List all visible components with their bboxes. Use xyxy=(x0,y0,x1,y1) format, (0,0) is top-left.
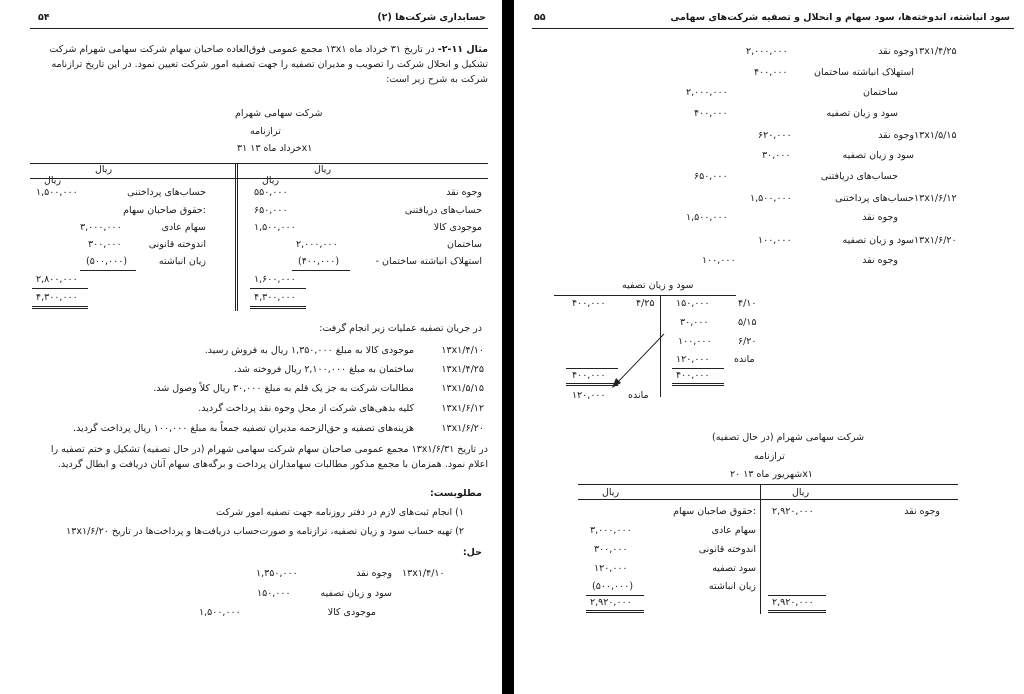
t-credit-balance-amount: ۱۲۰,۰۰۰ xyxy=(572,390,606,401)
equity-amount: ۱۲۰,۰۰۰ xyxy=(594,563,628,574)
balance-sheet-date: ۲۰ شهریور ماه ۱۳x۱ xyxy=(730,469,813,480)
event-text: کلیه بدهی‌های شرکت از محل وجوه نقد پرداخت گردید. xyxy=(198,403,414,414)
event-text: ساختمان به مبلغ ۲,۱۰۰,۰۰۰ ریال فروخته شد. xyxy=(234,364,414,375)
table-center-rule xyxy=(235,163,238,311)
event-text: موجودی کالا به مبلغ ۱,۳۵۰,۰۰۰ ریال به فروش رسید. xyxy=(204,345,414,356)
journal-date: ۱۳x۱/۴/۲۵ xyxy=(914,46,957,57)
subtotal-rule xyxy=(292,270,350,271)
journal-debit-amount: ۱,۳۵۰,۰۰۰ xyxy=(256,568,298,579)
journal-credit: ۱,۵۰۰,۰۰۰ xyxy=(686,212,728,223)
asset-amount: ۲,۹۲۰,۰۰۰ xyxy=(772,506,814,517)
equity-label: اندوخته قانونی xyxy=(698,544,756,555)
event-date: ۱۳x۱/۴/۱۰ xyxy=(441,345,484,356)
t-debit-total: ۴۰۰,۰۰۰ xyxy=(676,370,710,381)
journal-debit: ۳۰,۰۰۰ xyxy=(762,150,791,161)
liability-total: ۴,۳۰۰,۰۰۰ xyxy=(36,292,78,303)
total-rule xyxy=(32,288,88,289)
balance-sheet-date: ۳۱ خرداد ماه ۱۳x۱ xyxy=(237,143,313,154)
example-paragraph xyxy=(32,42,488,87)
journal-debit: ۱,۵۰۰,۰۰۰ xyxy=(750,193,792,204)
t-credit-total: ۴۰۰,۰۰۰ xyxy=(572,370,606,381)
t-debit-total-rule xyxy=(672,368,724,369)
t-debit-date: ۴/۱۰ xyxy=(738,298,757,309)
asset-label: وجوه نقد xyxy=(446,187,482,198)
event-date: ۱۳x۱/۵/۱۵ xyxy=(441,383,484,394)
balance-sheet-title: ترازنامه xyxy=(754,451,785,462)
total-double-rule xyxy=(32,306,88,309)
solution-label: حل: xyxy=(462,547,482,558)
journal-date: ۱۳x۱/۶/۲۰ xyxy=(914,235,957,246)
equity-amount: ۳۰۰,۰۰۰ xyxy=(594,544,628,555)
journal-debit-label: وجوه نقد xyxy=(356,568,392,579)
subtotal-rule xyxy=(80,270,136,271)
liability-amount: ۳,۰۰۰,۰۰۰ xyxy=(80,222,122,233)
journal-label: استهلاک انباشته ساختمان xyxy=(814,67,914,78)
currency-col-right: ریال xyxy=(792,487,810,498)
liability-amount: (۵۰۰,۰۰۰) xyxy=(86,256,128,267)
t-account-top-rule xyxy=(554,295,736,296)
header-title: حسابداری شرکت‌ها (۲) xyxy=(377,12,486,23)
left-page xyxy=(0,0,502,694)
total-rule xyxy=(250,288,306,289)
event-date: ۱۳x۱/۶/۲۰ xyxy=(441,423,484,434)
liability-label: سهام عادی xyxy=(161,222,206,233)
journal-credit-amount: ۱,۵۰۰,۰۰۰ xyxy=(199,607,241,618)
balance-sheet-title: ترازنامه xyxy=(250,126,281,137)
balance-sheet-company: شرکت سهامی شهرام (در حال تصفیه) xyxy=(712,432,865,443)
asset-total-double-rule xyxy=(768,610,826,613)
equity-total-rule xyxy=(586,595,644,596)
journal-label: سود و زیان تصفیه xyxy=(842,235,914,246)
t-debit-date: ۵/۱۵ xyxy=(738,317,757,328)
table-header-rule xyxy=(30,178,488,179)
asset-amount: ۶۵۰,۰۰۰ xyxy=(254,205,288,216)
journal-credit: ۴۰۰,۰۰۰ xyxy=(694,108,728,119)
asset-total: ۴,۳۰۰,۰۰۰ xyxy=(254,292,296,303)
journal-label: حساب‌های پرداختنی xyxy=(835,193,914,204)
journal-date: ۱۳x۱/۶/۱۲ xyxy=(914,193,957,204)
journal-label: وجوه نقد xyxy=(878,46,914,57)
asset-amount: (۴۰۰,۰۰۰) xyxy=(298,256,340,267)
header-rule xyxy=(532,28,1014,29)
equity-amount: (۵۰۰,۰۰۰) xyxy=(592,581,634,592)
t-debit-amount: ۱۵۰,۰۰۰ xyxy=(676,298,710,309)
t-credit-amount: ۴۰۰,۰۰۰ xyxy=(572,298,606,309)
t-debit-amount: ۱۲۰,۰۰۰ xyxy=(676,354,710,365)
liability-amount: ۱,۵۰۰,۰۰۰ xyxy=(36,187,78,198)
journal-label: حساب‌های دریافتنی xyxy=(820,171,898,182)
liability-label: زیان انباشته xyxy=(158,256,206,267)
building-net-amount: ۱,۶۰۰,۰۰۰ xyxy=(254,274,296,285)
journal-label: سود و زیان تصفیه xyxy=(826,108,898,119)
journal-credit-label: موجودی کالا xyxy=(327,607,376,618)
balance-sheet-company: شرکت سهامی شهرام xyxy=(235,108,323,119)
journal-label: سود و زیان تصفیه xyxy=(842,150,914,161)
liability-amount: ۳۰۰,۰۰۰ xyxy=(88,239,122,250)
equity-total: ۲,۹۲۰,۰۰۰ xyxy=(590,597,632,608)
t-debit-date: ۶/۲۰ xyxy=(738,336,757,347)
currency-col-1: ریال xyxy=(95,164,113,175)
right-page xyxy=(514,0,1024,694)
asset-total-rule xyxy=(768,595,826,596)
event-date: ۱۳x۱/۴/۲۵ xyxy=(441,364,484,375)
example-text: در تاریخ ۳۱ خرداد ماه ۱۳x۱ مجمع عمومی فوق‌العاده صاحبان سهام شرکت سهامی شهرام شرکت تشکیل و انحلال شرکت را تصویب و مدیران تصفیه را جهت تصفیه امور شرکت تعیین نمود. در این تاریخ ترازنامه شرکت به شرح زیر است: xyxy=(49,44,488,85)
asset-amount: ۱,۵۰۰,۰۰۰ xyxy=(254,222,296,233)
table-top-rule xyxy=(578,484,958,485)
asset-label: حساب‌های دریافتنی xyxy=(404,205,482,216)
journal-date: ۱۳x۱/۴/۱۰ xyxy=(402,568,445,579)
t-credit-date: ۴/۲۵ xyxy=(636,298,655,309)
asset-label: ساختمان xyxy=(447,239,482,250)
t-credit-balance-label: مانده xyxy=(628,390,649,401)
carry-over-arrow-icon xyxy=(610,332,670,392)
asset-amount: ۲,۰۰۰,۰۰۰ xyxy=(296,239,338,250)
t-debit-date: مانده xyxy=(734,354,755,365)
liability-label: حساب‌های پرداختنی xyxy=(127,187,206,198)
event-date: ۱۳x۱/۶/۱۲ xyxy=(441,403,484,414)
event-text: هزینه‌های تصفیه و حق‌الزحمه مدیران تصفیه جمعاً به مبلغ ۱۰۰,۰۰۰ ریال پرداخت گردید. xyxy=(73,423,414,434)
journal-credit: ۶۵۰,۰۰۰ xyxy=(694,171,728,182)
header-rule xyxy=(30,28,488,29)
journal-debit: ۱۰۰,۰۰۰ xyxy=(758,235,792,246)
closing-paragraph: در تاریخ ۱۳x۱/۶/۳۱ مجمع عمومی صاحبان سهام شرکت سهامی شهرام (در حال تصفیه) تشکیل و ختم تصفیه را اعلام نمود. همزمان با مجمع مذکور مطالبات سهامداران پرداخت و برگه‌های سهام آنان دریافت و ابطال گردید. xyxy=(50,444,488,470)
asset-label: - استهلاک انباشته ساختمان xyxy=(375,256,482,267)
equity-header: حقوق صاحبان سهام: xyxy=(673,506,756,517)
example-label: مثال ۱۱-۲- xyxy=(437,44,488,55)
liability-label: اندوخته قانونی xyxy=(148,239,206,250)
transactions-intro: در جریان تصفیه عملیات زیر انجام گرفت: xyxy=(319,323,482,334)
page-number: ۵۴ xyxy=(38,12,50,23)
t-debit-total-double-rule xyxy=(672,383,724,386)
table-header-rule xyxy=(578,499,958,500)
equity-label: زیان انباشته xyxy=(708,581,756,592)
journal-credit: ۱۰۰,۰۰۰ xyxy=(702,255,736,266)
asset-label: وجوه نقد xyxy=(904,506,940,517)
required-item: ۲) تهیه حساب سود و زیان تصفیه، ترازنامه و صورت‌حساب دریافت‌ها و پرداخت‌ها در تاریخ ۱۳x۱/۶/۲۰ xyxy=(66,526,464,537)
journal-line-amount: ۱۵۰,۰۰۰ xyxy=(257,588,291,599)
required-label: مطلوبست: xyxy=(429,488,482,499)
journal-label: وجوه نقد xyxy=(878,130,914,141)
equity-amount: ۳,۰۰۰,۰۰۰ xyxy=(590,525,632,536)
equity-label: سهام عادی xyxy=(711,525,756,536)
currency-col-2: ریال xyxy=(44,175,62,186)
journal-debit: ۲,۰۰۰,۰۰۰ xyxy=(746,46,788,57)
equity-total-double-rule xyxy=(586,610,644,613)
currency-col-3: ریال xyxy=(314,164,332,175)
journal-label: وجوه نقد xyxy=(862,212,898,223)
journal-debit: ۴۰۰,۰۰۰ xyxy=(754,67,788,78)
asset-amount: ۵۵۰,۰۰۰ xyxy=(254,187,288,198)
equity-label: سود تصفیه xyxy=(712,563,756,574)
asset-label: موجودی کالا xyxy=(433,222,482,233)
total-double-rule xyxy=(250,306,306,309)
page-number: ۵۵ xyxy=(534,12,546,23)
journal-line-label: سود و زیان تصفیه xyxy=(320,588,392,599)
t-account-title: سود و زیان تصفیه xyxy=(622,280,694,291)
table-center-rule xyxy=(760,484,761,614)
required-item: ۱) انجام ثبت‌های لازم در دفتر روزنامه جهت تصفیه امور شرکت xyxy=(216,507,464,518)
journal-date: ۱۳x۱/۵/۱۵ xyxy=(914,130,957,141)
journal-label: ساختمان xyxy=(863,87,898,98)
currency-col-4: ریال xyxy=(262,175,280,186)
currency-col-left: ریال xyxy=(602,487,620,498)
equity-subtotal: ۲,۸۰۰,۰۰۰ xyxy=(36,274,78,285)
t-debit-amount: ۳۰,۰۰۰ xyxy=(680,317,709,328)
t-debit-amount: ۱۰۰,۰۰۰ xyxy=(678,336,712,347)
liability-label: حقوق صاحبان سهام: xyxy=(123,205,206,216)
header-title: سود انباشته، اندوخته‌ها، سود سهام و انحلال و تصفیه شرکت‌های سهامی xyxy=(670,12,1010,23)
journal-debit: ۶۲۰,۰۰۰ xyxy=(758,130,792,141)
journal-credit: ۲,۰۰۰,۰۰۰ xyxy=(686,87,728,98)
event-text: مطالبات شرکت به جز یک قلم به مبلغ ۳۰,۰۰۰ ریال کلاً وصول شد. xyxy=(153,383,414,394)
journal-label: وجوه نقد xyxy=(862,255,898,266)
asset-total: ۲,۹۲۰,۰۰۰ xyxy=(772,597,814,608)
